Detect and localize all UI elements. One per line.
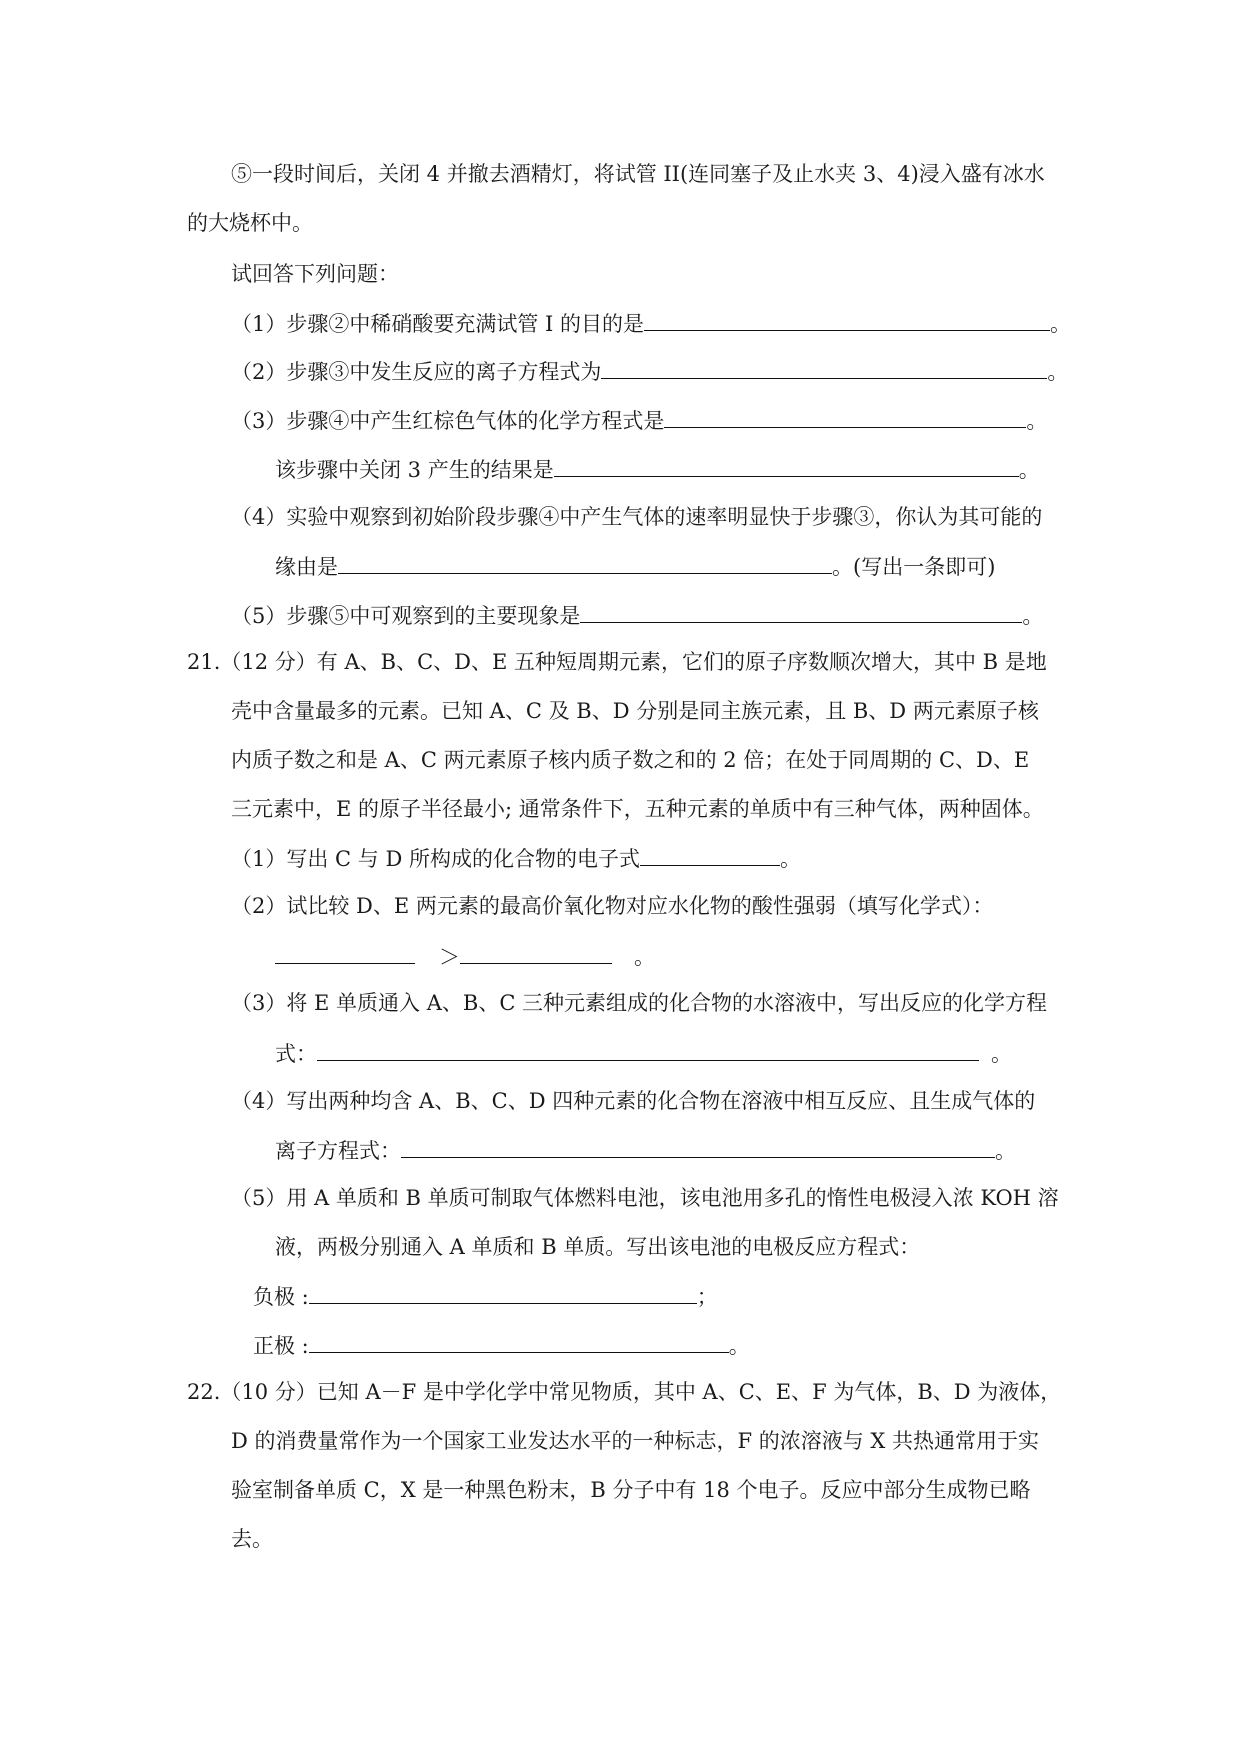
q21-sub3-blank[interactable] bbox=[317, 1038, 979, 1061]
q21-sub5-positive bbox=[253, 1330, 750, 1360]
q20-sub4-line2 bbox=[275, 551, 995, 581]
step5-text-line2: 的大烧杯中。 bbox=[187, 211, 313, 235]
q21-positive-blank[interactable] bbox=[309, 1330, 729, 1353]
q21-sub2-blank-right[interactable] bbox=[460, 941, 612, 964]
q21-positive-label: 正极 : bbox=[253, 1334, 309, 1358]
q20-sub1-end: 。 bbox=[1050, 312, 1072, 336]
q20-sub5 bbox=[231, 600, 1043, 630]
q21-sub2-end: 。 bbox=[634, 945, 655, 969]
q22-stem-line4: 去。 bbox=[231, 1527, 273, 1551]
q20-sub3-end2: 。 bbox=[1018, 458, 1040, 482]
q20-sub4-text: 缘由是 bbox=[275, 555, 338, 579]
q21-sub3-line2 bbox=[275, 1038, 1012, 1068]
q21-sub1 bbox=[231, 843, 801, 873]
q20-sub4-end: 。(写出一条即可) bbox=[832, 555, 996, 579]
q21-sub2-line2 bbox=[275, 941, 655, 971]
q21-sub2-line1: （2）试比较 D、E 两元素的最高价氧化物对应水化物的酸性强弱（填写化学式）： bbox=[231, 894, 994, 918]
q21-negative-label: 负极 : bbox=[253, 1285, 309, 1309]
answer-prompt: 试回答下列问题： bbox=[231, 262, 399, 286]
q20-sub3-blank[interactable] bbox=[664, 405, 1026, 428]
q21-sub3-end: 。 bbox=[991, 1042, 1012, 1066]
q21-sub3-label: 式： bbox=[275, 1042, 317, 1066]
q21-stem-line2: 壳中含量最多的元素。已知 A、C 及 B、D 分别是同主族元素，且 B、D 两元素原子核 bbox=[231, 699, 1039, 723]
q20-sub2-end: 。 bbox=[1047, 360, 1069, 384]
q21-sub5-line2: 液，两极分别通入 A 单质和 B 单质。写出该电池的电极反应方程式： bbox=[275, 1235, 921, 1259]
q21-sub4-line1: （4）写出两种均含 A、B、C、D 四种元素的化合物在溶液中相互反应、且生成气体的 bbox=[231, 1089, 1036, 1113]
q21-sub4-label: 离子方程式： bbox=[275, 1139, 401, 1163]
q21-stem-line4: 三元素中，E 的原子半径最小; 通常条件下，五种元素的单质中有三种气体，两种固体。 bbox=[231, 797, 1044, 821]
q20-sub4-blank[interactable] bbox=[338, 551, 832, 574]
q21-sub2-gt: ＞ bbox=[439, 945, 460, 969]
q22-stem-line1: 22.（10 分）已知 A－F 是中学化学中常见物质，其中 A、C、E、F 为气体，B、D 为液体， bbox=[187, 1380, 1062, 1404]
q20-sub4-line1: （4）实验中观察到初始阶段步骤④中产生气体的速率明显快于步骤③，你认为其可能的 bbox=[231, 505, 1043, 529]
q21-sub3-line1: （3）将 E 单质通入 A、B、C 三种元素组成的化合物的水溶液中，写出反应的化学方程 bbox=[231, 991, 1048, 1015]
q21-sub2-blank-left[interactable] bbox=[275, 941, 415, 964]
q20-sub3-line2 bbox=[275, 454, 1040, 484]
q20-sub5-blank[interactable] bbox=[580, 600, 1022, 623]
step5-text-line1: ⑤一段时间后，关闭 4 并撤去酒精灯，将试管 II(连同塞子及止水夹 3、4)浸入盛有冰水 bbox=[231, 162, 1045, 186]
q21-sub1-end: 。 bbox=[779, 847, 801, 871]
q20-sub3-text: （3）步骤④中产生红棕色气体的化学方程式是 bbox=[231, 409, 665, 433]
q20-sub2 bbox=[231, 356, 1068, 386]
q20-sub3-line1 bbox=[231, 405, 1047, 435]
q21-sub5-line1: （5）用 A 单质和 B 单质可制取气体燃料电池，该电池用多孔的惰性电极浸入浓 KOH 溶 bbox=[231, 1186, 1059, 1210]
q20-sub1 bbox=[231, 308, 1071, 338]
q22-stem-line2: D 的消费量常作为一个国家工业发达水平的一种标志，F 的浓溶液与 X 共热通常用于实 bbox=[231, 1429, 1040, 1453]
q20-sub2-text: （2）步骤③中发生反应的离子方程式为 bbox=[231, 360, 602, 384]
q22-stem-line3: 验室制备单质 C，X 是一种黑色粉末，B 分子中有 18 个电子。反应中部分生成物已略 bbox=[231, 1478, 1031, 1502]
q21-sub4-line2 bbox=[275, 1135, 1016, 1165]
q20-sub1-blank[interactable] bbox=[644, 308, 1050, 331]
q21-stem-line3: 内质子数之和是 A、C 两元素原子核内质子数之和的 2 倍；在处于同周期的 C、D、E bbox=[231, 748, 1030, 772]
q21-stem-line1: 21.（12 分）有 A、B、C、D、E 五种短周期元素，它们的原子序数顺次增大，其中 B 是地 bbox=[187, 650, 1047, 674]
q20-sub3-end: 。 bbox=[1026, 409, 1048, 433]
q21-negative-blank[interactable] bbox=[309, 1281, 697, 1304]
q21-sub1-text: （1）写出 C 与 D 所构成的化合物的电子式 bbox=[231, 847, 640, 871]
q20-sub2-blank[interactable] bbox=[601, 356, 1047, 379]
q20-sub1-text: （1）步骤②中稀硝酸要充满试管 I 的目的是 bbox=[231, 312, 645, 336]
q20-sub5-end: 。 bbox=[1022, 604, 1044, 628]
q20-sub5-text: （5）步骤⑤中可观察到的主要现象是 bbox=[231, 604, 581, 628]
q21-sub5-negative bbox=[253, 1281, 718, 1311]
q21-sub4-end: 。 bbox=[995, 1139, 1016, 1163]
q20-sub3-blank2[interactable] bbox=[554, 454, 1019, 477]
q21-negative-end: ； bbox=[696, 1285, 718, 1309]
q20-sub3-text2: 该步骤中关闭 3 产生的结果是 bbox=[275, 458, 554, 482]
q21-sub1-blank[interactable] bbox=[640, 843, 780, 866]
q21-positive-end: 。 bbox=[728, 1334, 750, 1358]
q21-sub4-blank[interactable] bbox=[401, 1135, 995, 1158]
